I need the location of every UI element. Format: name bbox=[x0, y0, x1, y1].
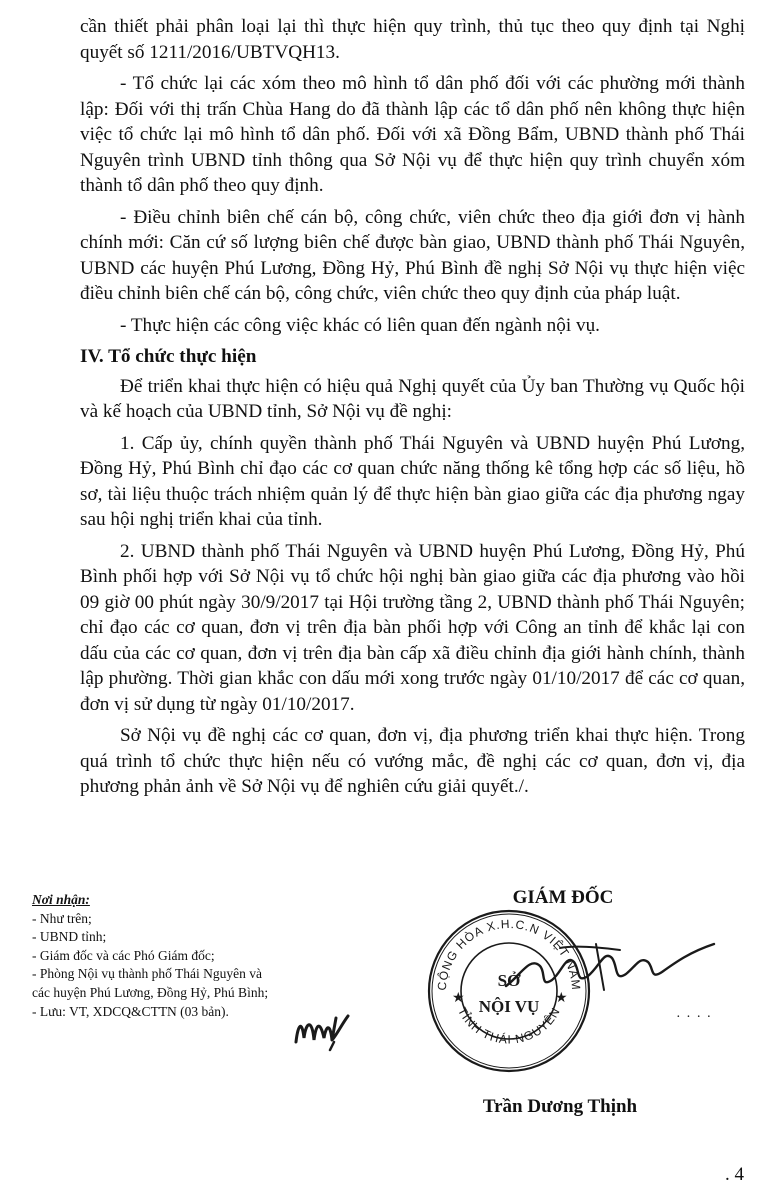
paragraph-item-2: 2. UBND thành phố Thái Nguyên và UBND huyện Phú Lương, Đồng Hỷ, Phú Bình phối hợp với Sở Nội vụ tổ chức hội nghị bàn giao giữa các địa phương vào hồi 09 giờ 00 phút ngày 30/9/2017 tại Hội trường tầng 2, UBND thành phố Thái Nguyên; chỉ đạo các cơ quan, đơn vị trên địa bàn phối hợp với Công an tỉnh để khắc lại con dấu của các cơ quan, đơn vị trên địa bàn cấp xã điều chỉnh địa giới hành chính, thành lập phường. Thời gian khắc con dấu mới xong trước ngày 01/10/2017 để các cơ quan, đơn vị sử dụng từ ngày 01/10/2017. bbox=[80, 540, 745, 715]
recipient-line: - UBND tỉnh; bbox=[32, 929, 107, 945]
page-number: . 4 bbox=[725, 1164, 744, 1185]
paragraph-other-tasks: - Thực hiện các công việc khác có liên quan đến ngành nội vụ. bbox=[120, 314, 600, 336]
paragraph-adjust-staffing: - Điều chỉnh biên chế cán bộ, công chức, viên chức theo địa giới đơn vị hành chính mới: Căn cứ số lượng biên chế được bàn giao, UBND thành phố Thái Nguyên, UBND các huyện Phú Lương, Đồng Hỷ, Phú Bình đề nghị Sở Nội vụ thực hiện việc điều chỉnh biên chế cán bộ, công chức, viên chức theo quy định của pháp luật. bbox=[80, 206, 745, 304]
seal-center-bottom: NỘI VỤ bbox=[478, 997, 540, 1016]
section-heading: IV. Tổ chức thực hiện bbox=[80, 346, 257, 367]
document-body bbox=[80, 14, 745, 806]
recipients-title: Nơi nhận: bbox=[32, 892, 90, 907]
recipient-line: - Giám đốc và các Phó Giám đốc; bbox=[32, 947, 215, 963]
decorative-dots: · · · · bbox=[676, 1010, 713, 1025]
paragraph-closing: Sở Nội vụ đề nghị các cơ quan, đơn vị, địa phương triển khai thực hiện. Trong quá trình tổ chức thực hiện nếu có vướng mắc, đề nghị các cơ quan, đơn vị, địa phương phản ảnh về Sở Nội vụ để nghiên cứu giải quyết./. bbox=[80, 725, 745, 797]
signer-name: Trần Dương Thịnh bbox=[482, 1096, 638, 1117]
handwritten-signature bbox=[497, 936, 720, 1006]
recipient-line: - Phòng Nội vụ thành phố Thái Nguyên và bbox=[32, 966, 262, 982]
paragraph-intro: Để triển khai thực hiện có hiệu quả Nghị quyết của Ủy ban Thường vụ Quốc hội và kế hoạch của UBND tỉnh, Sở Nội vụ đề nghị: bbox=[80, 375, 745, 422]
seal-star-left: ★ bbox=[452, 991, 465, 1006]
recipient-line: các huyện Phú Lương, Đồng Hỷ, Phú Bình; bbox=[32, 984, 269, 1000]
seal-ring-bottom: TỈNH THÁI NGUYÊN bbox=[454, 1004, 564, 1047]
seal-ring-text: CỘNG HÒA X.H.C.N VIỆT NAM bbox=[434, 916, 584, 992]
paragraph-item-1: 1. Cấp ủy, chính quyền thành phố Thái Nguyên và UBND huyện Phú Lương, Đồng Hỷ, Phú Bình chỉ đạo các cơ quan chức năng thống kê tổng hợp các số liệu, hồ sơ, tài liệu thuộc trách nhiệm quản lý để thực hiện bàn giao giữa các địa phương ngay sau hội nghị triển khai của tỉnh. bbox=[80, 432, 745, 530]
seal-star-right: ★ bbox=[555, 991, 568, 1006]
recipient-line: - Như trên; bbox=[32, 910, 92, 926]
recipient-line: - Lưu: VT, XDCQ&CTTN (03 bản). bbox=[32, 1003, 229, 1019]
paragraph-reorganize-hamlets: - Tổ chức lại các xóm theo mô hình tổ dân phố đối với các phường mới thành lập: Đối với thị trấn Chùa Hang do đã thành lập các tổ dân phố nên không thực hiện việc tổ chức lại mô hình tổ dân phố. Đối với xã Đồng Bẩm, UBND thành phố Thái Nguyên trình UBND tỉnh thông qua Sở Nội vụ để thực hiện quy trình chuyển xóm thành tổ dân phố theo quy định. bbox=[80, 73, 745, 196]
seal-center-top: SỞ bbox=[497, 971, 521, 990]
initials-mark bbox=[292, 1012, 352, 1052]
recipients-block bbox=[32, 891, 332, 1021]
signer-title: GIÁM ĐỐC bbox=[512, 887, 614, 908]
paragraph-continuation: cần thiết phải phân loại lại thì thực hiện quy trình, thủ tục theo quy định tại Nghị quyết số 1211/2016/UBTVQH13. bbox=[80, 16, 745, 63]
